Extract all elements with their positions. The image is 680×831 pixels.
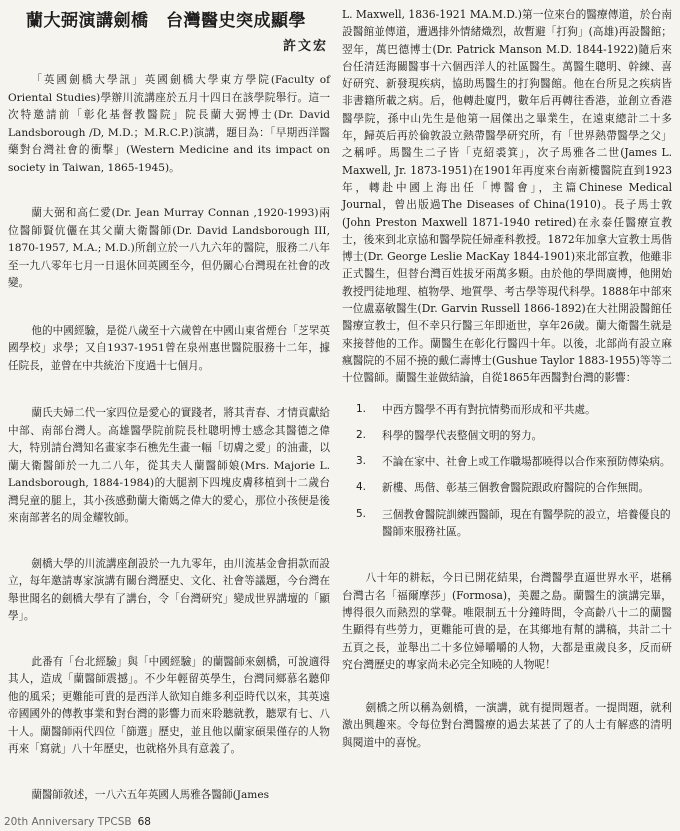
list-item-text: 中西方醫學不再有對抗情勢而形成和平共處。 bbox=[382, 402, 596, 416]
article-author: 許文宏 bbox=[282, 39, 328, 54]
paragraph-lecture-announcement: 「英國劍橋大學訊」英國劍橋大學東方學院(Faculty of Oriental Studies)學辦川流講座於五月十四日在該學院舉行。這一次特邀請前「彰化基督教醫院」院長蘭大弼博士(Dr. David Landsborough /D, M.D.；M.R.C.P.)演講，題目為：「早期西洋醫藥對台灣社會的衝擊」(Western Medicine and its impact on society in Taiwan, 1865-1945)。 bbox=[8, 74, 330, 174]
paragraph-lecture-series: 劍橋大學的川流講座創設於一九九零年，由川流基金會捐款而設立，每年邀請專家演講有關台灣歷史、文化、社會等議題，今台灣在舉世聞名的劍橋大學有了講台，令「台灣研究」變成世界講壇的「顯學」。 bbox=[8, 557, 330, 622]
list-item bbox=[342, 479, 672, 496]
impact-list bbox=[342, 401, 672, 541]
list-item-text: 不論在家中、社會上或工作職場都曉得以合作來預防傳染病。 bbox=[382, 455, 671, 469]
list-item bbox=[342, 401, 672, 418]
list-item-number: 1. bbox=[356, 402, 367, 415]
article-title: 蘭大弼演講劍橋 台灣醫史突成顯學 bbox=[26, 11, 306, 31]
list-item-text: 新樓、馬偕、彰基三個教會醫院跟政府醫院的合作無間。 bbox=[382, 481, 650, 495]
paragraph-conclusion: 八十年的耕耘，今日已開花結果，台灣醫學直逼世界水平，堪稱台灣古名「福爾摩莎」(Formosa)，美麗之島。蘭醫生的演講完畢，博得很久而熱烈的掌聲。唯限制五十分鐘時間，令高齡八十二的蘭醫生顯得有些勞力，更難能可貴的是，在其鄉地有幫的講稿，共計二十五頁之長，並舉出二十多位婦嚼嚼的人物，大都是重歲良多，反而研究台灣歷史的專家尚未必完全知曉的人物呢！ bbox=[342, 571, 672, 671]
list-item-number: 5. bbox=[356, 507, 367, 520]
list-item-text: 三個教會醫院訓練西醫師，現在有醫學院的設立，培養優良的醫師來服務社區。 bbox=[382, 507, 671, 539]
left-column bbox=[8, 6, 330, 804]
list-item bbox=[342, 506, 672, 541]
paragraph-history-continued: L. Maxwell, 1836-1921 MA.M.D.)第一位來台的醫療傳道，於台南設醫館並傳道，遭遇排外情緒熾烈，故暫避「打狗」(高雄)再設醫館；翌年，萬巴德博士(Dr. Patrick Manson M.D. 1844-1922)隨后來台任清廷海關醫事十六個西洋人的社區醫生。萬醫生聰明、幹練、喜好研究、新發現疾病，協助馬醫生的打狗醫館。他在台所見之疾病皆非書籍所載之病。后，他轉赴廈門，數年后再轉往香港，並創立香港醫學院，孫中山先生是他第一屆傑出之畢業生，在遠東總計二十多年，歸英后再於倫敦設立熱帶醫學研究所，有「世界熱帶醫學之父」之稱呼。馬醫生二子皆「克紹裘箕」，次子馬雅各二世(James L. Maxwell, Jr. 1873-1951)在1901年再度來台南新樓醫院直到1923年，轉赴中國上海出任「博醫會」，主篇Chinese Medical Journal，曾出版過The Diseases of China(1910)。長子馬士敦(John Preston Maxwell 1871-1940 retired)在永泰任醫療宣教士，後來到北京協和醫學院任婦產科教授。1872年加拿大宣教士馬偕博士(Dr. George Leslie MacKay 1844-1901)來北部宣教，他雖非正式醫生，但替台灣百姓拔牙兩萬多顆。由於他的學問廣博，他開始教授門徒地理、植物學、地質學、考古學等現代科學。1888年中部來一位盧嘉敏醫生(Dr. Garvin Russell 1866-1892)在大社開設醫館任醫療宣教士，但不幸只行醫三年即逝世，享年26歲。蘭大衛醫生就是來接替他的工作。蘭醫生在彰化行醫四十年。以後，北部尚有設立麻瘋醫院的不屈不撓的戴仁壽博士(Gushue Taylor 1883-1955)等等二十位醫師。蘭醫生並做結論，自從1865年西醫對台灣的影響： bbox=[342, 8, 672, 385]
paragraph-audience: 此番有「台北經驗」與「中國經驗」的蘭醫師來劍橋，可說適得其人，造成「蘭醫師震撼」。不少年輕留英學生，台灣同鄉慕名聽仰他的風采；更難能可貴的是西洋人欲知自維多利亞時代以來，其英遠帝國國外的傳教事業和對台灣的影響力而來聆聽就教，聽眾有七、八十人。蘭醫師兩代四位「篩選」歷史，並且他以蘭家碩果僅存的人物再來「寫就」八十年歷史，也就格外具有意義了。 bbox=[8, 655, 330, 755]
footer-label: 20th Anniversary TPCSB bbox=[4, 816, 132, 828]
paragraph-history-start: 蘭醫師敘述，一八六五年英國人馬雅各醫師(James bbox=[31, 788, 270, 801]
right-column bbox=[342, 6, 672, 751]
paragraph-cambridge-questions: 劍橋之所以稱為劍橋，一演講，就有提問題者。一提問題，就利激出興趣來。令每位對台灣醫療的過去某甚了了的人士有解惑的清明與閱道中的喜悅。 bbox=[342, 701, 672, 749]
paragraph-landsborough-couple: 蘭大弼和高仁愛(Dr. Jean Murray Connan ,1920-1993)兩位醫師賢伉儷在其父蘭大衛醫師(Dr. David Landsborough III, 1870-1957, M.A.; M.D.)所創立於一八九六年的醫院，服務二八年至一九八零年七月一日退休回英國至今，但仍關心台灣現在社會的改變。 bbox=[8, 207, 330, 289]
list-item-number: 2. bbox=[356, 428, 367, 441]
list-item bbox=[342, 427, 672, 444]
list-item-text: 科學的醫學代表整個文明的努力。 bbox=[382, 428, 543, 442]
page-footer bbox=[4, 816, 151, 828]
paragraph-family-of-love: 蘭氏夫婦二代一家四位是愛心的實踐者，將其青春、才情貢獻給中部、南部台灣人。高雄醫學院前院長杜聰明博士感念其醫德之偉大，特別請台灣知名畫家李石樵先生畫一幅「切膚之愛」的油畫，以蘭大衛醫師於一九二八年，從其夫人蘭醫師娘(Mrs. Majorie L. Landsborough, 1884-1984)的大腿割下四塊皮膚移植到十二歲台灣兒童的腿上，其小孩感動蘭大衛媽之偉大的愛心，那位小孩便是後來南部著名的周金耀牧師。 bbox=[8, 407, 330, 524]
list-item-number: 3. bbox=[356, 455, 367, 468]
page-number: 68 bbox=[137, 816, 151, 828]
list-item bbox=[342, 453, 672, 470]
paragraph-china-experience: 他的中國經驗，是從八歲至十六歲曾在中國山東省煙台「芝罘英國學校」求學；又自1937-1951曾在泉州惠世醫院服務十二年，據任院長，並曾在中共統治下度過十七個月。 bbox=[8, 324, 330, 372]
list-item-number: 4. bbox=[356, 481, 367, 494]
